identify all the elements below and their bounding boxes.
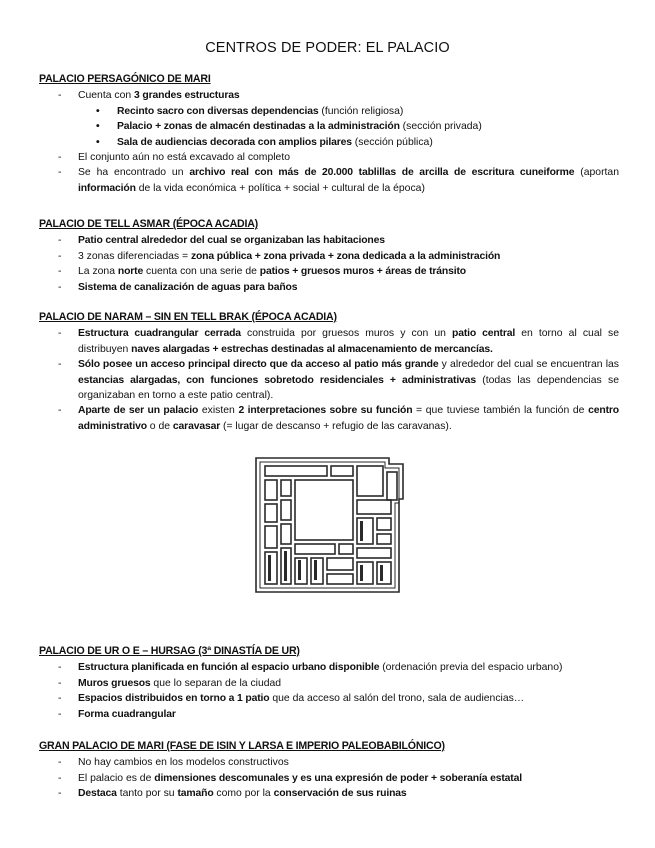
section-naram-sin: [39, 310, 619, 434]
bold-text: Muros gruesos: [78, 677, 151, 689]
list-item: [39, 264, 619, 279]
sub-list-item: [78, 135, 619, 150]
bold-text: Estructura cuadrangular cerrada: [78, 328, 241, 340]
bold-text: Destaca: [78, 788, 117, 800]
text: o de: [146, 420, 173, 432]
section-heading: PALACIO DE NARAM – SIN EN TELL BRAK (ÉPOCA ACADIA): [39, 311, 337, 323]
text: (= lugar de descanso + refugio de las caravanas).: [220, 420, 452, 432]
list-item: [39, 676, 619, 691]
bold-text: tamaño: [177, 788, 214, 800]
text: construida por gruesos muros y con un: [240, 328, 453, 340]
text: Cuenta con: [78, 90, 135, 102]
text: (función religiosa): [318, 105, 404, 117]
list-item: [39, 150, 619, 165]
list-item: [39, 249, 619, 264]
bold-text: conservación de sus ruinas: [273, 788, 407, 800]
bold-text: Palacio + zonas de almacén destinadas a la administración: [117, 121, 400, 133]
list-item: [39, 660, 619, 675]
sub-list-item: [78, 104, 619, 119]
text: cuenta con una serie de: [143, 266, 260, 278]
text: El conjunto aún no está excavado al completo: [78, 152, 290, 164]
section-ur-hursag: [39, 644, 619, 722]
section-heading: PALACIO PERSAGÓNICO DE MARI: [39, 73, 211, 85]
text: de la vida económica + política + social + cultural de la época): [135, 182, 425, 194]
text: tanto por su: [116, 788, 178, 800]
bold-text: norte: [117, 266, 144, 278]
text: No hay cambios en los modelos constructivos: [78, 757, 289, 769]
text: en torno al cual se distribuyen: [78, 328, 619, 355]
section-tell-asmar: [39, 217, 619, 295]
sub-list: [78, 104, 619, 150]
section-mari-persagonico: [39, 72, 619, 196]
list-item: [39, 165, 619, 196]
bold-text: patios + gruesos muros + áreas de tránsito: [259, 266, 467, 278]
list-item: [39, 88, 619, 150]
bold-text: dimensiones descomunales y es una expresión de poder + soberanía estatal: [154, 772, 522, 784]
text: como por la: [213, 788, 274, 800]
bold-text: caravasar: [172, 420, 221, 432]
bold-text: archivo real con más de 20.000 tablillas de arcilla de escritura cuneiforme: [189, 167, 575, 179]
text: (sección pública): [351, 136, 433, 148]
list-item: [39, 233, 619, 248]
bold-text: Sólo posee un acceso principal directo que da acceso al patio más grande: [78, 359, 439, 371]
text: (ordenación previa del espacio urbano): [379, 662, 563, 674]
bold-text: información: [78, 182, 136, 194]
sub-list-item: [78, 119, 619, 134]
bold-text: centro administrativo: [78, 405, 619, 432]
bullet-list: [39, 88, 619, 196]
text: que lo separan de la ciudad: [150, 677, 282, 689]
page-title: CENTROS DE PODER: EL PALACIO: [205, 40, 450, 56]
list-item: [39, 691, 619, 706]
text: Se ha encontrado un: [78, 167, 190, 179]
text: 3 zonas diferenciadas =: [78, 250, 191, 262]
text: El palacio es de: [78, 772, 155, 784]
bold-text: Patio central alrededor del cual se organizaban las habitaciones: [78, 235, 385, 247]
text: (sección privada): [399, 121, 482, 133]
section-gran-palacio-mari: [39, 739, 619, 802]
section-heading: PALACIO DE TELL ASMAR (ÉPOCA ACADIA): [39, 218, 258, 230]
bold-text: 3 grandes estructuras: [134, 90, 240, 102]
bullet-list: [39, 326, 619, 434]
bold-text: Sistema de canalización de aguas para baños: [78, 281, 298, 293]
text: = que tuviese también la función de: [412, 405, 589, 417]
text: (todas las dependencias se organizaban en torno a este patio central).: [78, 374, 619, 402]
section-heading: PALACIO DE UR O E – HURSAG (3ª DINASTÍA DE UR): [39, 645, 300, 657]
list-item: [39, 786, 619, 801]
bullet-list: [39, 233, 619, 295]
bold-text: Forma cuadrangular: [78, 708, 176, 720]
section-heading: GRAN PALACIO DE MARI (FASE DE ISIN Y LARSA E IMPERIO PALEOBABILÓNICO): [39, 740, 445, 752]
list-item: [39, 403, 619, 434]
list-item: [39, 326, 619, 357]
list-item: [39, 280, 619, 295]
text: La zona: [78, 266, 118, 278]
bullet-list: [39, 660, 619, 722]
text: (aportan: [574, 167, 619, 179]
list-item: [39, 771, 619, 786]
bold-text: estancias alargadas, con funciones sobretodo residenciales + administrativas: [78, 374, 476, 386]
bold-text: patio central: [452, 328, 516, 340]
bold-text: Estructura planificada en función al espacio urbano disponible: [78, 662, 380, 674]
bold-text: 2 interpretaciones sobre su función: [238, 405, 413, 417]
bold-text: zona pública + zona privada + zona dedicada a la administración: [190, 250, 501, 262]
list-item: [39, 707, 619, 722]
text: que da acceso al salón del trono, sala de audiencias…: [269, 693, 525, 705]
bold-text: Espacios distribuidos en torno a 1 patio: [78, 693, 270, 705]
bold-text: Recinto sacro con diversas dependencias: [117, 105, 319, 117]
list-item: [39, 357, 619, 403]
palace-floor-plan-figure: [253, 454, 408, 597]
text: y alrededor del cual se encuentran las: [438, 359, 620, 371]
bold-text: Sala de audiencias decorada con amplios pilares: [117, 136, 352, 148]
bullet-list: [39, 755, 619, 801]
text: existen: [198, 405, 239, 417]
list-item: [39, 755, 619, 770]
bold-text: Aparte de ser un palacio: [78, 405, 199, 417]
bold-text: naves alargadas + estrechas destinadas al almacenamiento de mercancías.: [131, 343, 493, 355]
